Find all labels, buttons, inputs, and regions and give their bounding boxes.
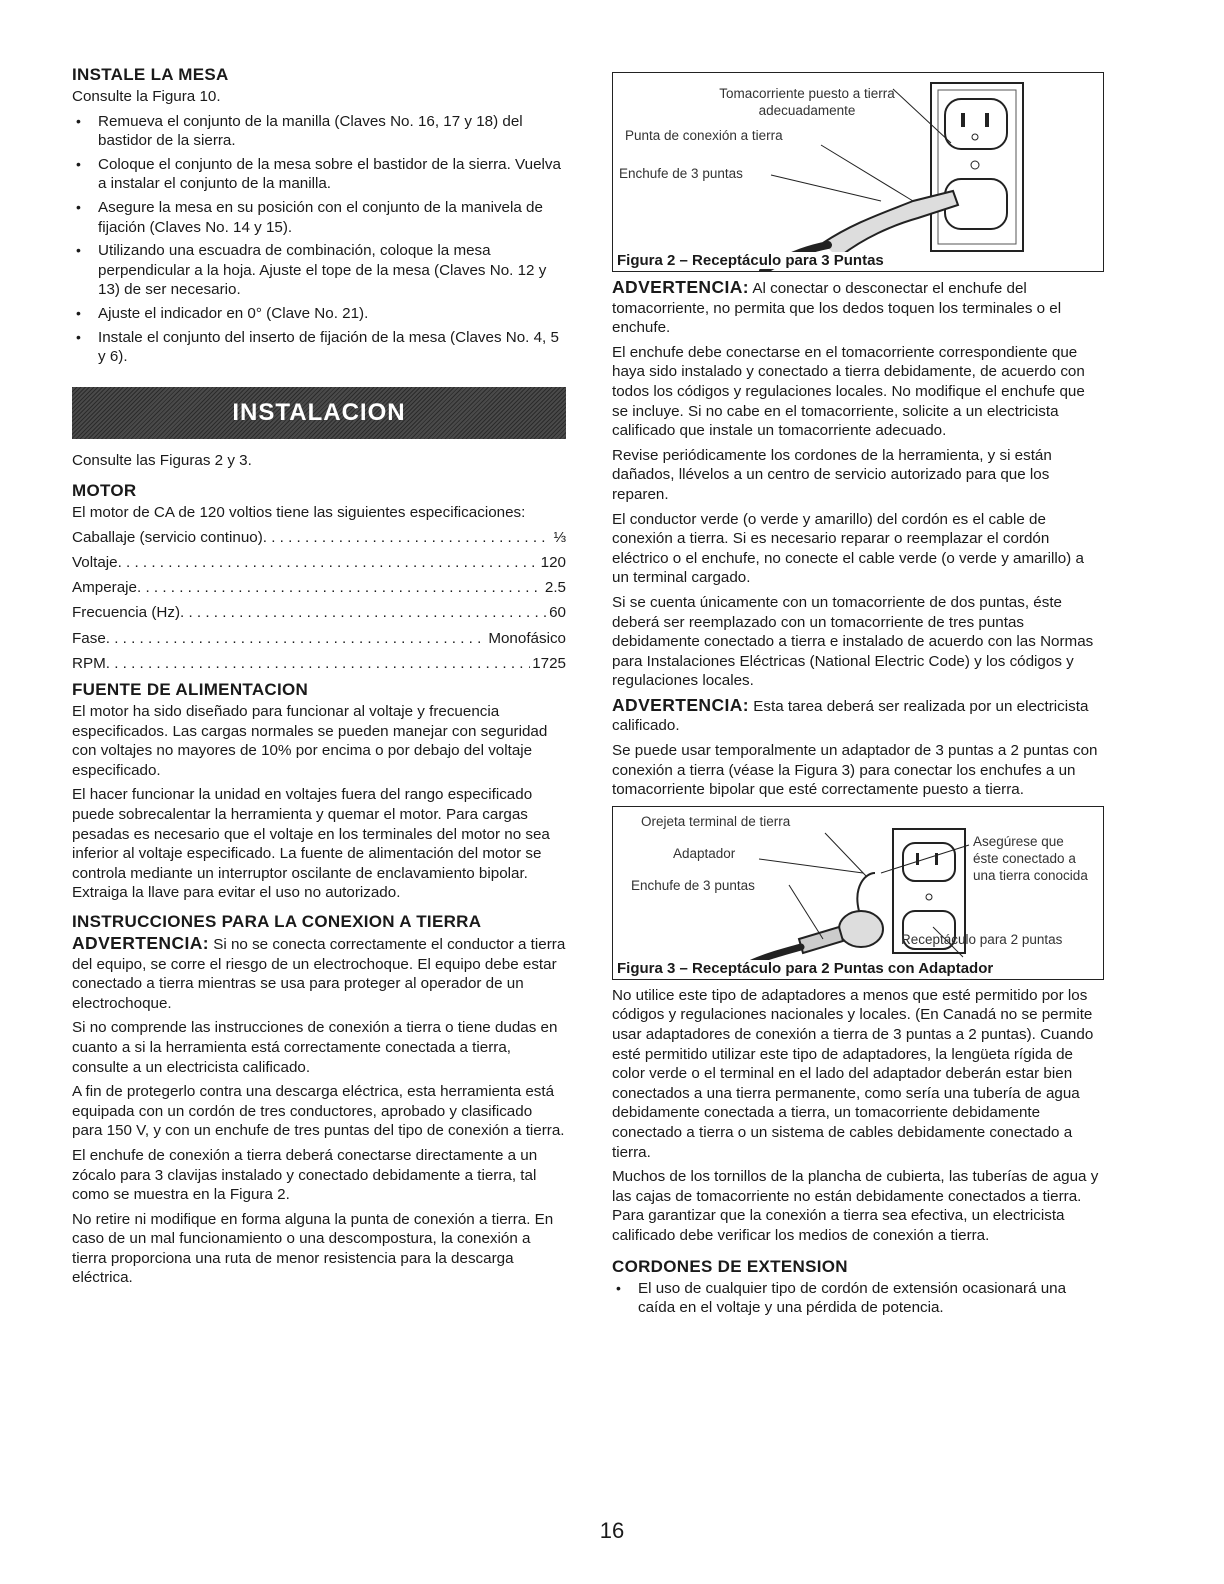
- figure-2: [612, 72, 1104, 272]
- spec-row: Caballaje (servicio continuo) . . . ⅓: [72, 528, 566, 548]
- heading-tierra: INSTRUCCIONES PARA LA CONEXION A TIERRA: [72, 911, 482, 931]
- right-paragraph-1: El enchufe debe conectarse en el tomacorriente correspondiente que haya sido instalado y conectado a tierra debidamente, de acuerdo con todos los códigos y regulaciones locales. No modifique el enchufe que se incluye. Si no cabe en el tomacorriente, solicite a un electricista calificado que instale un tomacorriente adecuado.: [612, 343, 1085, 440]
- spec-row: Voltaje . . . 120: [72, 553, 566, 573]
- mesa-intro: Consulte la Figura 10.: [72, 88, 221, 105]
- warning-text: Esta tarea deberá ser realizada por un electricista calificado.: [612, 697, 1089, 735]
- list-item: • Asegure la mesa en su posición con el conjunto de la manivela de fijación (Claves No. 14 y 15).: [72, 198, 566, 237]
- warning-2: [612, 696, 1104, 736]
- fig3-label-lug: Orejeta terminal de tierra: [641, 813, 791, 829]
- heading-motor: MOTOR: [72, 481, 137, 501]
- list-item: • Utilizando una escuadra de combinación, coloque la mesa perpendicular a la hoja. Ajuste el tope de la mesa (Claves No. 12 y 13) de ser necesario.: [72, 241, 566, 300]
- list-item: • Coloque el conjunto de la mesa sobre el bastidor de la sierra. Vuelva a instalar el conjunto de la manilla.: [72, 155, 566, 194]
- right-column: [612, 72, 1104, 1322]
- heading-cordones: CORDONES DE EXTENSION: [612, 1256, 848, 1276]
- heading-instale-mesa: INSTALE LA MESA: [72, 65, 229, 84]
- upper-slot-right: [985, 113, 989, 127]
- figure-3: [612, 806, 1104, 980]
- spec-row: RPM . . . 1725: [72, 654, 566, 674]
- tierra-warning: [72, 934, 566, 1013]
- spec-row: Fase . . . Monofásico: [72, 629, 566, 649]
- upper-slot-left: [961, 113, 965, 127]
- motor-intro: El motor de CA de 120 voltios tiene las siguientes especificaciones:: [72, 504, 526, 522]
- warning-label: ADVERTENCIA:: [612, 694, 750, 715]
- spec-row: Amperaje . . . 2.5: [72, 578, 566, 598]
- tierra-paragraph-2: A fin de protegerlo contra una descarga eléctrica, esta herramienta está equipada con un cordón de tres conductores, aprobado y clasificado para 150 V, y con un enchufe de tres puntas del tipo de conexión a tierra.: [72, 1083, 565, 1140]
- fig3-label-adapter: Adaptador: [673, 845, 736, 861]
- list-item: • Ajuste el indicador en 0° (Clave No. 21).: [72, 304, 566, 324]
- motor-spec-table: [72, 528, 566, 674]
- fuente-paragraph-2: El hacer funcionar la unidad en voltajes fuera del rango especificado puede sobrecalentar la herramienta y quemar el motor. Para cargas pesadas es necesario que el voltaje en los terminales del motor no sea inferior al voltaje especificado. La fuente de alimentación del motor se controla mediante un interruptor oscilante de enclavamiento bipolar. Extraiga la llave para evitar el uso no autorizado.: [72, 786, 550, 902]
- three-prong-plug: [799, 927, 843, 953]
- fig3-label-ensure: Asegúrese que éste conectado a una tierra conocida: [973, 833, 1088, 883]
- tierra-paragraph-4: No retire ni modifique en forma alguna la punta de conexión a tierra. En caso de un mal funcionamiento o una descompostura, la conexión a tierra proporciona una ruta de menor resistencia para la descarga eléctrica.: [72, 1210, 554, 1287]
- warning-text: Al conectar o desconectar el enchufe del tomacorriente, no permita que los dedos toquen los terminales o el enchufe.: [612, 280, 1062, 337]
- right-paragraph-4: Si se cuenta únicamente con un tomacorriente de dos puntas, éste deberá ser reemplazado con un tomacorriente de tres puntas debidamente conectado a tierra e instalado de acuerdo con las Normas para Instalaciones Eléctricas (National Electric Code) y los códigos y regulaciones locales.: [612, 593, 1094, 690]
- fuente-paragraph-1: El motor ha sido diseñado para funcionar al voltaje y frecuencia especificados. Las cargas normales se pueden manejar con seguridad con voltajes no mayores de 10% por encima o por debajo del voltaje especificado.: [72, 703, 548, 779]
- page-number: 16: [599, 1518, 625, 1543]
- right-paragraph-6: No utilice este tipo de adaptadores a menos que esté permitido por los códigos y regulaciones nacionales y locales. (En Canadá no se permite usar adaptadores de conexión a tierra de 3 puntas a 2 puntas). Cuando esté permitido utilizar este tipo de adaptadores, la lengüeta rígida de color verde o el terminal en el lado del adaptador deberán estar bien conectados a una tierra permanente, como sería una tubería de agua debidamente conectada a tierra, un tomacorriente debidamente conectado a tierra o un sistema de cables debidamente conectado a tierra.: [612, 986, 1094, 1161]
- adapter: [839, 911, 883, 947]
- warning-label: ADVERTENCIA:: [612, 277, 750, 297]
- left-column: [72, 64, 566, 1293]
- warning-text: Si no se conecta correctamente el conductor a tierra del equipo, se corre el riesgo de un electrochoque. El equipo debe estar conectado a tierra mientras se usa para proteger al operador de un electrochoque.: [72, 935, 566, 1012]
- heading-fuente: FUENTE DE ALIMENTACION: [72, 680, 309, 700]
- upper-receptacle: [945, 99, 1007, 149]
- fig2-label-pin: Punta de conexión a tierra: [625, 128, 783, 143]
- fig3-label-receptacle: Receptáculo para 2 puntas: [901, 931, 1063, 947]
- warning-1: [612, 278, 1104, 338]
- section-banner: [72, 387, 566, 439]
- right-paragraph-2: Revise periódicamente los cordones de la herramienta, y si están dañados, llévelos a un centro de servicio autorizado para que los reparen.: [612, 446, 1052, 503]
- right-paragraph-5: Se puede usar temporalmente un adaptador de 3 puntas a 2 puntas con conexión a tierra (véase la Figura 3) para conectar los enchufes a un tomacorriente bipolar que esté correctamente puesto a tierra.: [612, 742, 1098, 799]
- leader-plug: [771, 175, 881, 201]
- tierra-paragraph-3: El enchufe de conexión a tierra deberá conectarse directamente a un zócalo para 3 clavijas instalado y conectado debidamente a tierra, tal como se muestra en la Figura 2.: [72, 1146, 538, 1204]
- mesa-steps-list: [72, 112, 566, 367]
- banner-title: INSTALACION: [232, 398, 406, 426]
- leader-pin: [821, 145, 913, 201]
- slot-left: [916, 853, 919, 865]
- list-item: • Instale el conjunto del inserto de fijación de la mesa (Claves No. 4, 5 y 6).: [72, 328, 566, 367]
- fig2-label-plug: Enchufe de 3 puntas: [619, 166, 743, 181]
- ground-lug-wire: [857, 873, 875, 911]
- warning-label: ADVERTENCIA:: [72, 932, 210, 953]
- figure-2-caption: Figura 2 – Receptáculo para 3 Puntas: [617, 252, 888, 269]
- tierra-paragraph-1: Si no comprende las instrucciones de conexión a tierra o tiene dudas en cuanto a si la herramienta está correctamente conectada a tierra, consulte a un electricista calificado.: [72, 1019, 558, 1076]
- fig3-label-plug: Enchufe de 3 puntas: [631, 877, 755, 893]
- banner-intro: Consulte las Figuras 2 y 3.: [72, 451, 252, 469]
- list-item: • El uso de cualquier tipo de cordón de extensión ocasionará una caída en el voltaje y una pérdida de potencia.: [612, 1279, 1104, 1318]
- fig2-label-outlet: Tomacorriente puesto a tierra adecuadamente: [719, 86, 895, 118]
- figure-3-caption: Figura 3 – Receptáculo para 2 Puntas con Adaptador: [617, 960, 997, 977]
- right-paragraph-7: Muchos de los tornillos de la plancha de cubierta, las tuberías de agua y las cajas de tomacorriente no están debidamente conectados a tierra. Para garantizar que la conexión a tierra sea efectiva, un electricista calificado debe verificar los medios de conexión a tierra.: [612, 1168, 1099, 1244]
- right-paragraph-3: El conductor verde (o verde y amarillo) del cordón es el cable de conexión a tierra. Si es necesario reparar o reemplazar el cordón eléctrico o el enchufe, no conecte el cable verde (o verde y amarillo) a un terminal cargado.: [612, 510, 1084, 587]
- leader-plug: [789, 885, 823, 939]
- cordones-list: [612, 1279, 1104, 1318]
- upper-2pin-receptacle: [903, 843, 955, 881]
- leader-adapter: [759, 859, 863, 873]
- spec-row: Frecuencia (Hz) . . . 60: [72, 603, 566, 623]
- list-item: • Remueva el conjunto de la manilla (Claves No. 16, 17 y 18) del bastidor de la sierra.: [72, 112, 566, 151]
